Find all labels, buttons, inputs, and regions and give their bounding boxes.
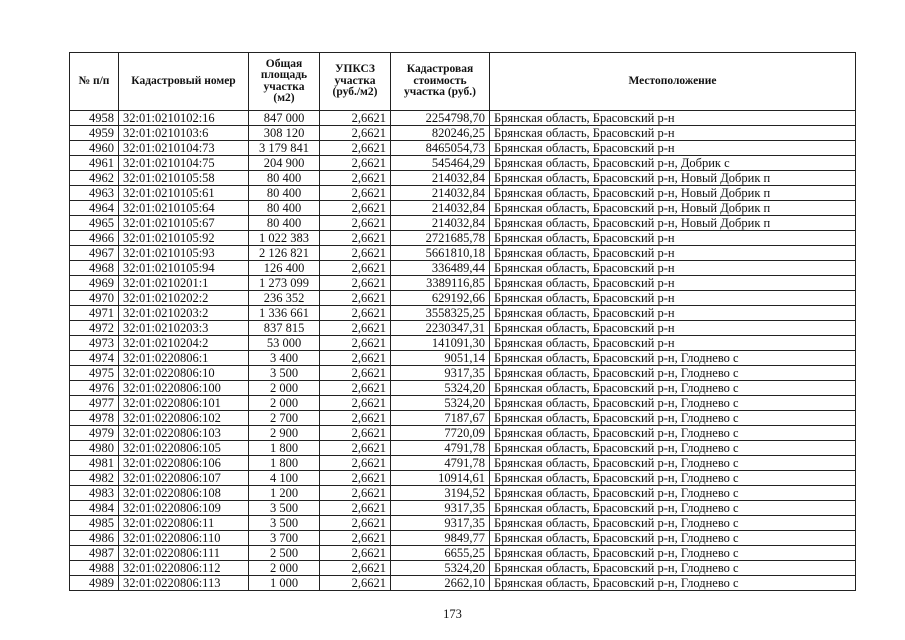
cadastral-number-cell: 32:01:0210202:2 [119, 291, 249, 306]
table-row [70, 381, 856, 396]
location-cell: Брянская область, Брасовский р-н [490, 246, 856, 261]
cadastral-value-cell: 9317,35 [391, 501, 490, 516]
location-cell: Брянская область, Брасовский р-н [490, 141, 856, 156]
cadastral-number-cell: 32:01:0220806:108 [119, 486, 249, 501]
cadastral-value-cell: 820246,25 [391, 126, 490, 141]
table-row [70, 261, 856, 276]
row-number-cell: 4958 [70, 111, 119, 126]
row-number-cell: 4974 [70, 351, 119, 366]
page-number: 173 [443, 607, 462, 621]
row-number-cell: 4963 [70, 186, 119, 201]
cadastral-value-cell: 3194,52 [391, 486, 490, 501]
header-cadastral-value [391, 53, 490, 111]
area-cell: 3 500 [249, 516, 320, 531]
location-cell: Брянская область, Брасовский р-н, Глоднево с [490, 426, 856, 441]
table-row [70, 501, 856, 516]
row-number-cell: 4967 [70, 246, 119, 261]
cadastral-value-cell: 214032,84 [391, 186, 490, 201]
area-cell: 1 273 099 [249, 276, 320, 291]
table-row [70, 141, 856, 156]
cadastral-value-cell: 9051,14 [391, 351, 490, 366]
row-number-cell: 4982 [70, 471, 119, 486]
location-cell: Брянская область, Брасовский р-н, Новый Добрик п [490, 201, 856, 216]
upksz-cell: 2,6621 [320, 516, 391, 531]
cadastral-value-cell: 5324,20 [391, 561, 490, 576]
cadastral-value-cell: 8465054,73 [391, 141, 490, 156]
location-cell: Брянская область, Брасовский р-н [490, 306, 856, 321]
row-number-cell: 4978 [70, 411, 119, 426]
table-row [70, 111, 856, 126]
cadastral-number-cell: 32:01:0220806:110 [119, 531, 249, 546]
cadastral-value-cell: 10914,61 [391, 471, 490, 486]
table-row [70, 516, 856, 531]
cadastral-value-cell: 4791,78 [391, 456, 490, 471]
cadastral-value-cell: 141091,30 [391, 336, 490, 351]
upksz-cell: 2,6621 [320, 321, 391, 336]
row-number-cell: 4975 [70, 366, 119, 381]
upksz-cell: 2,6621 [320, 141, 391, 156]
row-number-cell: 4981 [70, 456, 119, 471]
cadastral-number-cell: 32:01:0220806:10 [119, 366, 249, 381]
location-cell: Брянская область, Брасовский р-н [490, 126, 856, 141]
cadastral-value-cell: 2230347,31 [391, 321, 490, 336]
cadastral-value-cell: 9317,35 [391, 366, 490, 381]
upksz-cell: 2,6621 [320, 546, 391, 561]
area-cell: 2 900 [249, 426, 320, 441]
header-cadastral-value-line: Кадастровая [406, 63, 474, 76]
upksz-cell: 2,6621 [320, 531, 391, 546]
row-number-cell: 4977 [70, 396, 119, 411]
cadastral-value-cell: 214032,84 [391, 171, 490, 186]
cadastral-number-cell: 32:01:0210105:64 [119, 201, 249, 216]
location-cell: Брянская область, Брасовский р-н, Новый Добрик п [490, 216, 856, 231]
area-cell: 837 815 [249, 321, 320, 336]
cadastral-value-table [69, 52, 856, 591]
upksz-cell: 2,6621 [320, 561, 391, 576]
header-cadastral-value-line: участка (руб.) [404, 86, 476, 99]
cadastral-value-cell: 2254798,70 [391, 111, 490, 126]
table-row [70, 546, 856, 561]
row-number-cell: 4976 [70, 381, 119, 396]
header-upksz-line: УПКСЗ [335, 63, 375, 76]
row-number-cell: 4971 [70, 306, 119, 321]
row-number-cell: 4988 [70, 561, 119, 576]
row-number-cell: 4989 [70, 576, 119, 591]
cadastral-value-cell: 7187,67 [391, 411, 490, 426]
upksz-cell: 2,6621 [320, 246, 391, 261]
row-number-cell: 4959 [70, 126, 119, 141]
location-cell: Брянская область, Брасовский р-н, Глоднево с [490, 456, 856, 471]
cadastral-number-cell: 32:01:0220806:101 [119, 396, 249, 411]
table-body [70, 111, 856, 591]
upksz-cell: 2,6621 [320, 216, 391, 231]
cadastral-value-cell: 4791,78 [391, 441, 490, 456]
location-cell: Брянская область, Брасовский р-н, Глоднево с [490, 351, 856, 366]
location-cell: Брянская область, Брасовский р-н, Глоднево с [490, 546, 856, 561]
header-upksz [320, 53, 391, 111]
table-row [70, 411, 856, 426]
cadastral-number-cell: 32:01:0210105:94 [119, 261, 249, 276]
area-cell: 3 700 [249, 531, 320, 546]
location-cell: Брянская область, Брасовский р-н, Глоднево с [490, 441, 856, 456]
header-upksz-line: участка [334, 74, 376, 87]
cadastral-value-cell: 336489,44 [391, 261, 490, 276]
upksz-cell: 2,6621 [320, 396, 391, 411]
row-number-cell: 4979 [70, 426, 119, 441]
row-number-cell: 4985 [70, 516, 119, 531]
header-total-area [249, 53, 320, 111]
location-cell: Брянская область, Брасовский р-н [490, 261, 856, 276]
row-number-cell: 4983 [70, 486, 119, 501]
upksz-cell: 2,6621 [320, 351, 391, 366]
area-cell: 2 500 [249, 546, 320, 561]
area-cell: 3 400 [249, 351, 320, 366]
upksz-cell: 2,6621 [320, 471, 391, 486]
location-cell: Брянская область, Брасовский р-н [490, 111, 856, 126]
table-row [70, 471, 856, 486]
cadastral-value-cell: 9849,77 [391, 531, 490, 546]
table-row [70, 336, 856, 351]
table-row [70, 441, 856, 456]
header-cadastral-number: Кадастровый номер [119, 53, 249, 111]
cadastral-number-cell: 32:01:0220806:112 [119, 561, 249, 576]
cadastral-number-cell: 32:01:0210105:61 [119, 186, 249, 201]
header-row [70, 53, 856, 111]
location-cell: Брянская область, Брасовский р-н, Глоднево с [490, 411, 856, 426]
location-cell: Брянская область, Брасовский р-н, Новый Добрик п [490, 171, 856, 186]
area-cell: 2 000 [249, 396, 320, 411]
cadastral-number-cell: 32:01:0210104:75 [119, 156, 249, 171]
location-cell: Брянская область, Брасовский р-н [490, 336, 856, 351]
table-row [70, 321, 856, 336]
location-cell: Брянская область, Брасовский р-н, Глоднево с [490, 486, 856, 501]
table-row [70, 531, 856, 546]
location-cell: Брянская область, Брасовский р-н, Глоднево с [490, 366, 856, 381]
row-number-cell: 4973 [70, 336, 119, 351]
upksz-cell: 2,6621 [320, 156, 391, 171]
cadastral-number-cell: 32:01:0210203:3 [119, 321, 249, 336]
location-cell: Брянская область, Брасовский р-н [490, 231, 856, 246]
table-row [70, 576, 856, 591]
upksz-cell: 2,6621 [320, 486, 391, 501]
location-cell: Брянская область, Брасовский р-н [490, 276, 856, 291]
upksz-cell: 2,6621 [320, 366, 391, 381]
area-cell: 80 400 [249, 186, 320, 201]
location-cell: Брянская область, Брасовский р-н, Глоднево с [490, 576, 856, 591]
cadastral-number-cell: 32:01:0210105:92 [119, 231, 249, 246]
cadastral-value-cell: 2721685,78 [391, 231, 490, 246]
area-cell: 3 179 841 [249, 141, 320, 156]
row-number-cell: 4969 [70, 276, 119, 291]
cadastral-number-cell: 32:01:0220806:1 [119, 351, 249, 366]
table-row [70, 171, 856, 186]
cadastral-value-cell: 214032,84 [391, 216, 490, 231]
upksz-cell: 2,6621 [320, 171, 391, 186]
cadastral-number-cell: 32:01:0220806:102 [119, 411, 249, 426]
cadastral-value-cell: 9317,35 [391, 516, 490, 531]
table-row [70, 276, 856, 291]
header-total-area-line: площадь [260, 69, 308, 81]
row-number-cell: 4987 [70, 546, 119, 561]
header-cadastral-value-line: стоимость [413, 74, 467, 87]
area-cell: 3 500 [249, 366, 320, 381]
header-total-area-line: участка [263, 80, 305, 93]
table-row [70, 216, 856, 231]
row-number-cell: 4965 [70, 216, 119, 231]
header-num: № п/п [70, 53, 119, 111]
location-cell: Брянская область, Брасовский р-н [490, 291, 856, 306]
area-cell: 2 000 [249, 381, 320, 396]
area-cell: 204 900 [249, 156, 320, 171]
upksz-cell: 2,6621 [320, 111, 391, 126]
header-total-area-line: Общая [265, 57, 303, 70]
cadastral-number-cell: 32:01:0220806:106 [119, 456, 249, 471]
cadastral-number-cell: 32:01:0220806:113 [119, 576, 249, 591]
upksz-cell: 2,6621 [320, 231, 391, 246]
row-number-cell: 4962 [70, 171, 119, 186]
cadastral-number-cell: 32:01:0220806:103 [119, 426, 249, 441]
cadastral-value-cell: 6655,25 [391, 546, 490, 561]
cadastral-number-cell: 32:01:0220806:111 [119, 546, 249, 561]
area-cell: 1 336 661 [249, 306, 320, 321]
cadastral-number-cell: 32:01:0210105:67 [119, 216, 249, 231]
upksz-cell: 2,6621 [320, 201, 391, 216]
cadastral-number-cell: 32:01:0220806:105 [119, 441, 249, 456]
row-number-cell: 4972 [70, 321, 119, 336]
cadastral-value-cell: 5324,20 [391, 381, 490, 396]
location-cell: Брянская область, Брасовский р-н, Глоднево с [490, 561, 856, 576]
row-number-cell: 4960 [70, 141, 119, 156]
upksz-cell: 2,6621 [320, 261, 391, 276]
cadastral-number-cell: 32:01:0210105:93 [119, 246, 249, 261]
upksz-cell: 2,6621 [320, 306, 391, 321]
table-row [70, 291, 856, 306]
table-row [70, 201, 856, 216]
row-number-cell: 4970 [70, 291, 119, 306]
cadastral-number-cell: 32:01:0210204:2 [119, 336, 249, 351]
location-cell: Брянская область, Брасовский р-н, Глоднево с [490, 396, 856, 411]
area-cell: 1 022 383 [249, 231, 320, 246]
cadastral-value-cell: 5324,20 [391, 396, 490, 411]
table-row [70, 366, 856, 381]
cadastral-number-cell: 32:01:0220806:100 [119, 381, 249, 396]
area-cell: 80 400 [249, 216, 320, 231]
cadastral-number-cell: 32:01:0220806:107 [119, 471, 249, 486]
row-number-cell: 4986 [70, 531, 119, 546]
upksz-cell: 2,6621 [320, 501, 391, 516]
area-cell: 1 800 [249, 456, 320, 471]
table-row [70, 426, 856, 441]
cadastral-number-cell: 32:01:0210103:6 [119, 126, 249, 141]
area-cell: 847 000 [249, 111, 320, 126]
cadastral-number-cell: 32:01:0210104:73 [119, 141, 249, 156]
area-cell: 126 400 [249, 261, 320, 276]
cadastral-value-cell: 629192,66 [391, 291, 490, 306]
location-cell: Брянская область, Брасовский р-н, Глоднево с [490, 501, 856, 516]
table-row [70, 456, 856, 471]
location-cell: Брянская область, Брасовский р-н, Глоднево с [490, 531, 856, 546]
area-cell: 4 100 [249, 471, 320, 486]
area-cell: 308 120 [249, 126, 320, 141]
table-row [70, 306, 856, 321]
cadastral-value-cell: 7720,09 [391, 426, 490, 441]
cadastral-value-cell: 545464,29 [391, 156, 490, 171]
table-row [70, 246, 856, 261]
row-number-cell: 4961 [70, 156, 119, 171]
row-number-cell: 4968 [70, 261, 119, 276]
location-cell: Брянская область, Брасовский р-н, Глоднево с [490, 381, 856, 396]
area-cell: 1 200 [249, 486, 320, 501]
area-cell: 236 352 [249, 291, 320, 306]
upksz-cell: 2,6621 [320, 276, 391, 291]
area-cell: 1 000 [249, 576, 320, 591]
header-total-area-line: (м2) [273, 92, 295, 104]
table-row [70, 486, 856, 501]
area-cell: 2 700 [249, 411, 320, 426]
cadastral-value-cell: 214032,84 [391, 201, 490, 216]
area-cell: 80 400 [249, 201, 320, 216]
area-cell: 53 000 [249, 336, 320, 351]
table-header [70, 53, 856, 111]
location-cell: Брянская область, Брасовский р-н, Глоднево с [490, 516, 856, 531]
table-row [70, 126, 856, 141]
header-upksz-line: (руб./м2) [332, 86, 378, 99]
location-cell: Брянская область, Брасовский р-н, Добрик с [490, 156, 856, 171]
row-number-cell: 4984 [70, 501, 119, 516]
header-location: Местоположение [490, 53, 856, 111]
cadastral-number-cell: 32:01:0210102:16 [119, 111, 249, 126]
table-row [70, 156, 856, 171]
cadastral-number-cell: 32:01:0210201:1 [119, 276, 249, 291]
area-cell: 3 500 [249, 501, 320, 516]
upksz-cell: 2,6621 [320, 456, 391, 471]
cadastral-value-cell: 3558325,25 [391, 306, 490, 321]
row-number-cell: 4964 [70, 201, 119, 216]
area-cell: 80 400 [249, 171, 320, 186]
table-row [70, 351, 856, 366]
cadastral-number-cell: 32:01:0210105:58 [119, 171, 249, 186]
cadastral-number-cell: 32:01:0210203:2 [119, 306, 249, 321]
location-cell: Брянская область, Брасовский р-н [490, 321, 856, 336]
area-cell: 1 800 [249, 441, 320, 456]
cadastral-number-cell: 32:01:0220806:11 [119, 516, 249, 531]
area-cell: 2 000 [249, 561, 320, 576]
upksz-cell: 2,6621 [320, 126, 391, 141]
upksz-cell: 2,6621 [320, 381, 391, 396]
row-number-cell: 4980 [70, 441, 119, 456]
upksz-cell: 2,6621 [320, 411, 391, 426]
upksz-cell: 2,6621 [320, 576, 391, 591]
location-cell: Брянская область, Брасовский р-н, Глоднево с [490, 471, 856, 486]
upksz-cell: 2,6621 [320, 336, 391, 351]
upksz-cell: 2,6621 [320, 426, 391, 441]
upksz-cell: 2,6621 [320, 186, 391, 201]
cadastral-value-cell: 3389116,85 [391, 276, 490, 291]
table-row [70, 231, 856, 246]
table-row [70, 561, 856, 576]
upksz-cell: 2,6621 [320, 291, 391, 306]
cadastral-value-cell: 2662,10 [391, 576, 490, 591]
table-row [70, 186, 856, 201]
upksz-cell: 2,6621 [320, 441, 391, 456]
area-cell: 2 126 821 [249, 246, 320, 261]
table-row [70, 396, 856, 411]
location-cell: Брянская область, Брасовский р-н, Новый Добрик п [490, 186, 856, 201]
cadastral-value-cell: 5661810,18 [391, 246, 490, 261]
row-number-cell: 4966 [70, 231, 119, 246]
cadastral-number-cell: 32:01:0220806:109 [119, 501, 249, 516]
